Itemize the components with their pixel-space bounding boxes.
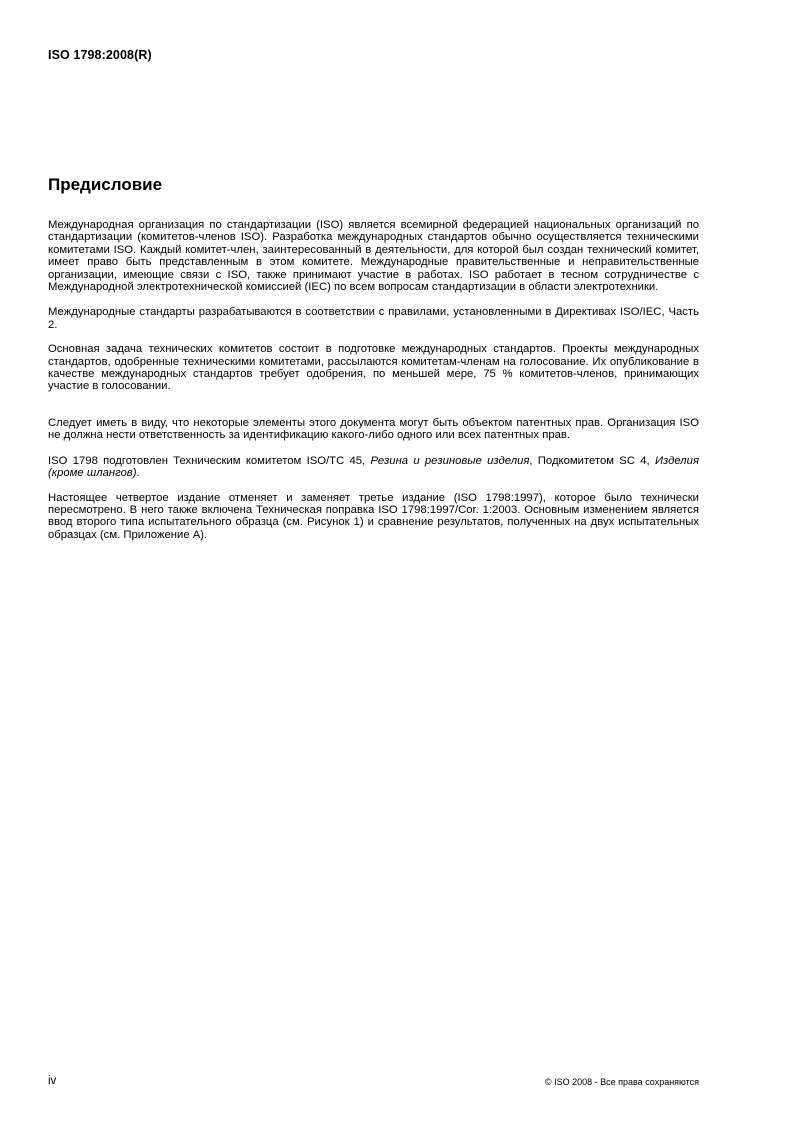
document-code: ISO 1798:2008(R) bbox=[48, 48, 152, 62]
paragraph-directives: Международные стандарты разрабатываются в соответствии с правилами, установленными в Директивах ISO/IEC, Часть 2. bbox=[48, 306, 699, 331]
page-number: iv bbox=[48, 1075, 57, 1087]
prepared-by-text: ISO 1798 подготовлен Техническим комитетом ISO/TC 45, bbox=[48, 454, 371, 467]
committee-title: Резина и резиновые изделия bbox=[370, 454, 530, 467]
subcommittee-title: Изделия (кроме шлангов) bbox=[48, 454, 699, 480]
paragraph-committee-task: Основная задача технических комитетов состоит в подготовке международных стандартов. Проекты международных стандартов, одобренные техническими комитетами, рассылаются комитетам-членам на голосование. Их опубликование в качестве международных стандартов требует одобрения, по меньшей мере, 75 % комитетов-членов, принимающих участие в голосовании. bbox=[48, 343, 699, 393]
paragraph-patent-rights: Следует иметь в виду, что некоторые элементы этого документа могут быть объектом патентных прав. Организация ISO не должна нести ответственность за идентификацию какого-либо одного или всех патентных прав. bbox=[48, 416, 699, 442]
paragraph-edition-changes: Настоящее четвертое издание отменяет и заменяет третье издание (ISO 1798:1997), которое было технически пересмотрено. В него также включена Техническая поправка ISO 1798:1997/Cor. 1:2003. Основным изменением является ввод второго типа испытательного образца (см. Рисунок 1) и сравнение результатов, полученных на двух испытательных образцах (см. Приложение А). bbox=[48, 491, 699, 541]
prepared-by-text-2: , Подкомитетом SC 4, bbox=[529, 454, 655, 467]
foreword-body bbox=[48, 219, 699, 541]
prepared-by-text-3: . bbox=[136, 467, 140, 480]
paragraph-iso-organization: Международная организация по стандартизации (ISO) является всемирной федерацией национальных организаций по стандартизации (комитетов-членов ISO). Разработка международных стандартов обычно осуществляется техническими комитетами ISO. Каждый комитет-член, заинтересованный в деятельности, для которой был создан технический комитет, имеет право быть представленным в этом комитете. Международные правительственные и неправительственные организации, имеющие связи с ISO, также принимают участие в работах. ISO работает в тесном сотрудничестве с Международной электротехнической комиссией (IEC) по всем вопросам стандартизации в области электротехники. bbox=[48, 219, 699, 294]
page-title: Предисловие bbox=[48, 175, 163, 194]
copyright-notice: © ISO 2008 - Все права сохраняются bbox=[544, 1077, 699, 1087]
paragraph-prepared-by bbox=[48, 455, 699, 480]
